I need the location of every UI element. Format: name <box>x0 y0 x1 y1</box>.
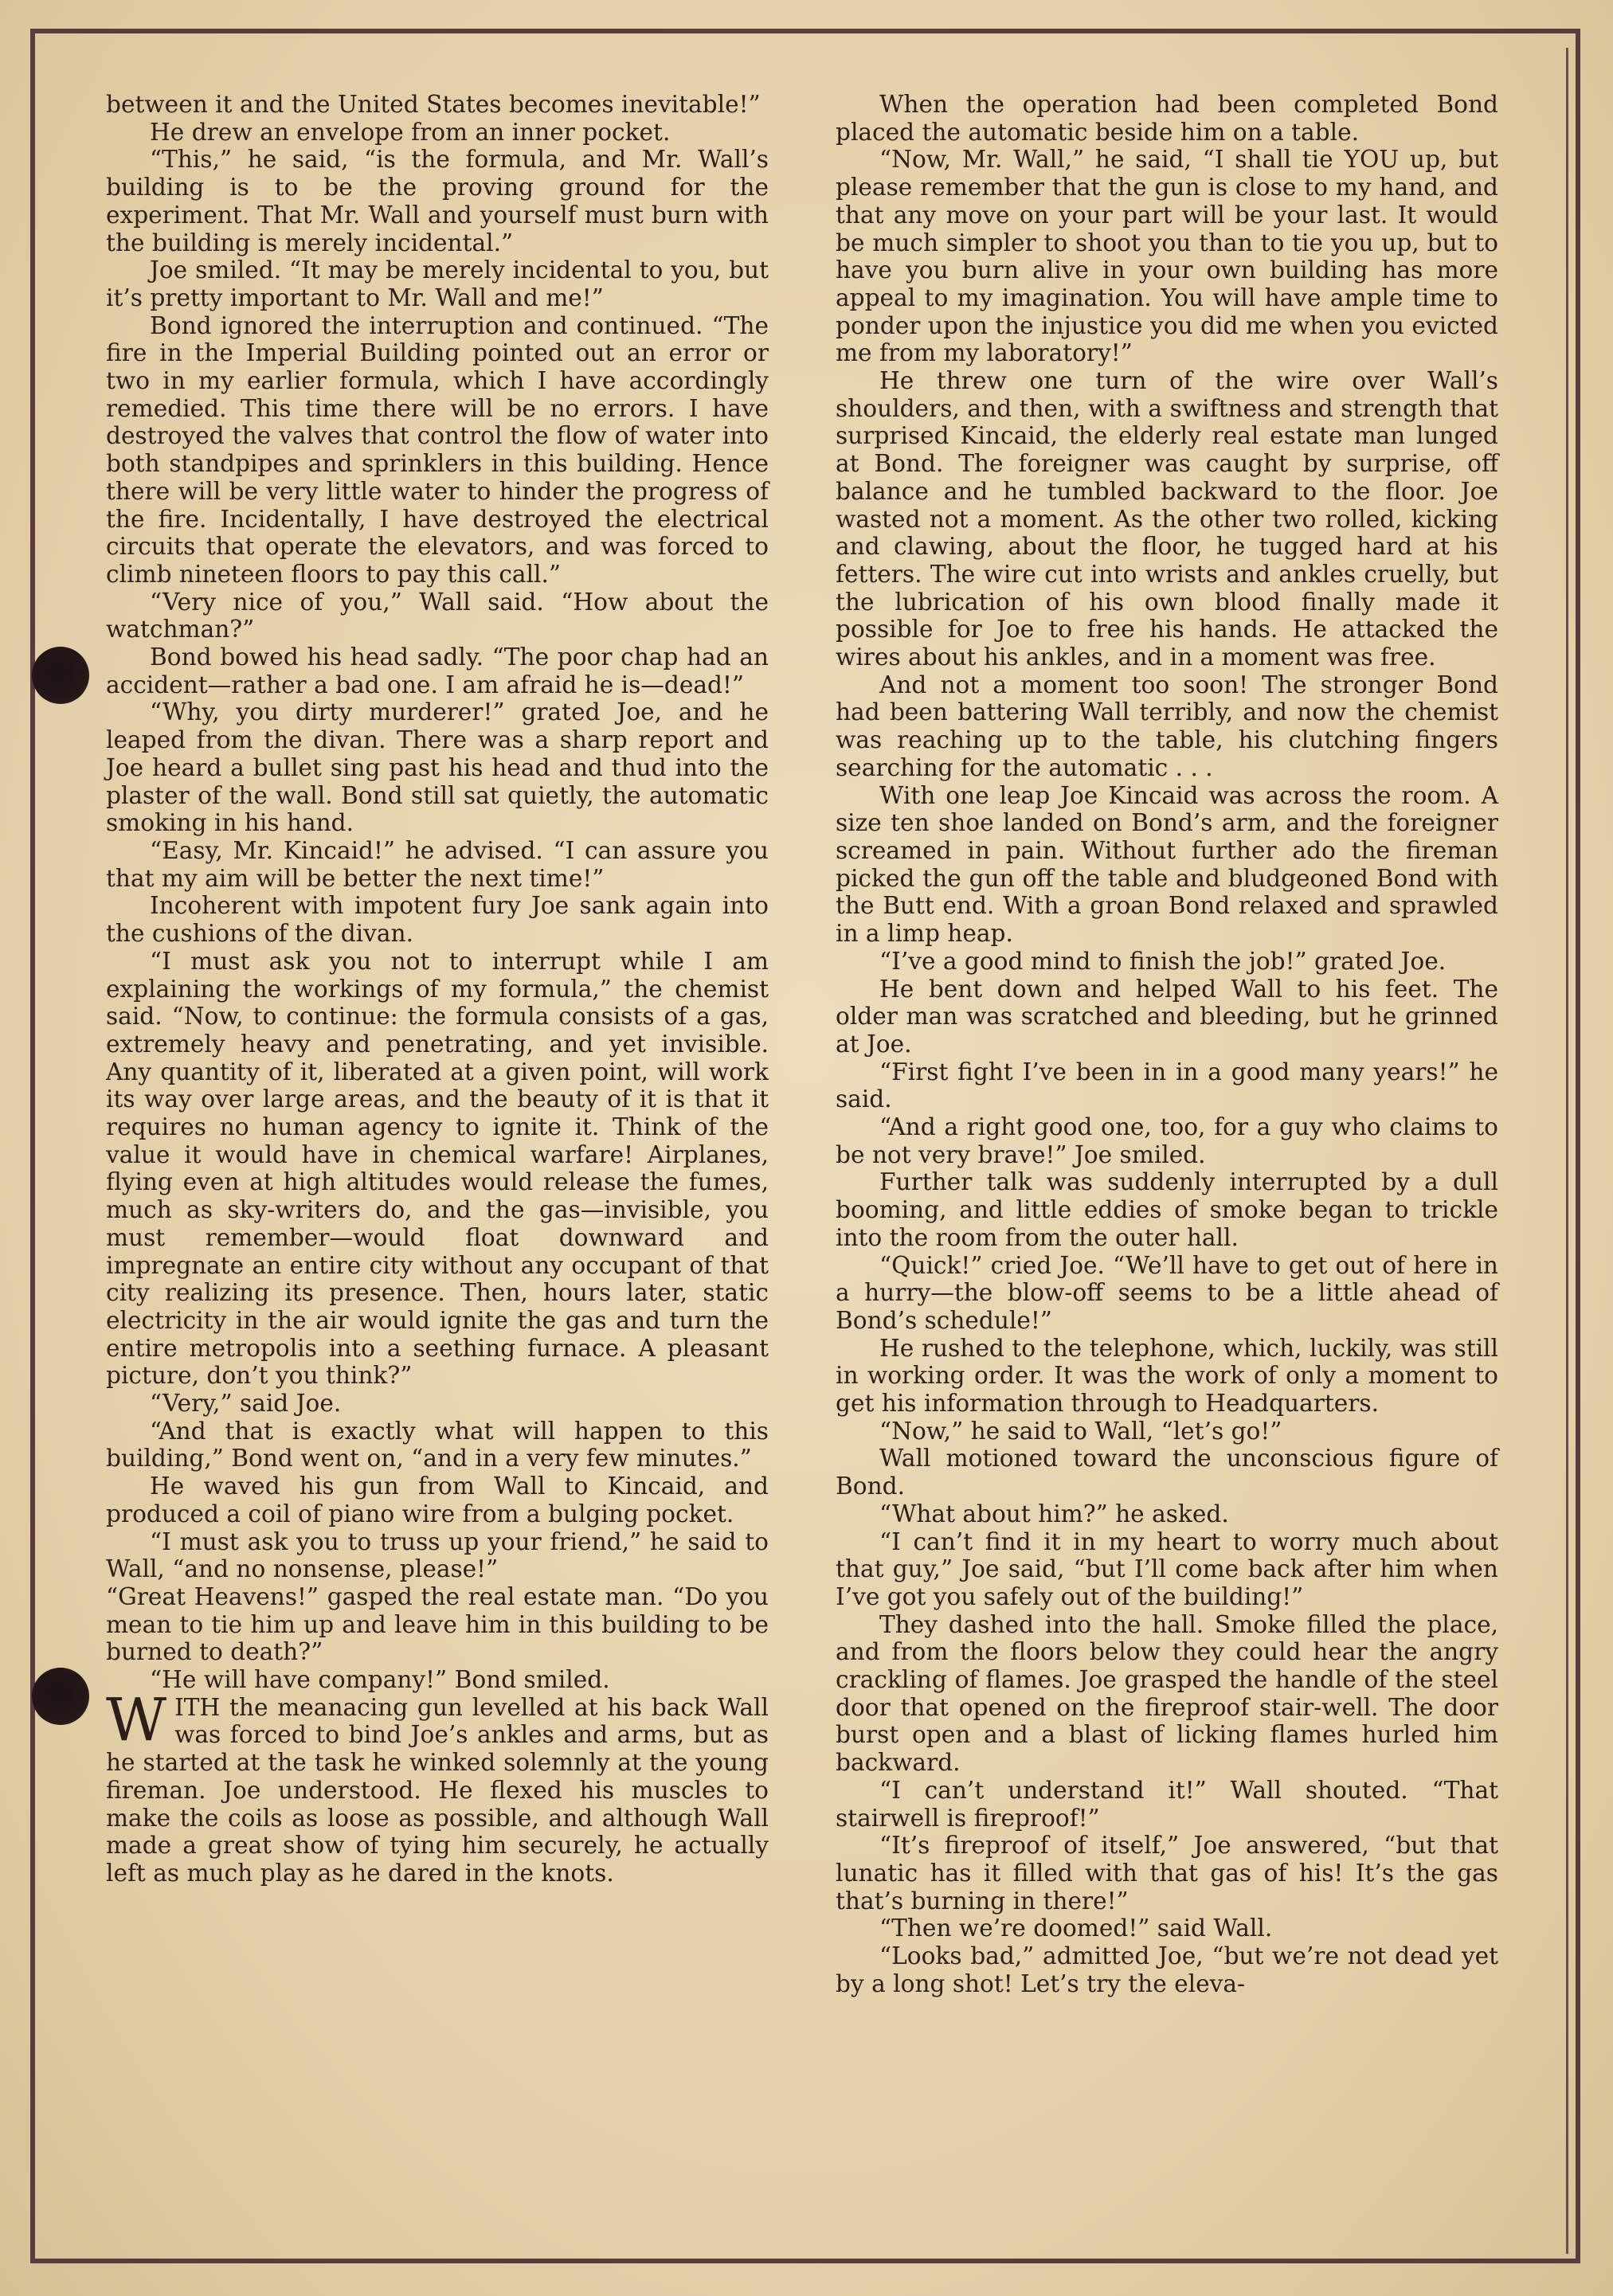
paragraph: between it and the United States becomes inevitable!” <box>106 91 761 118</box>
paragraph: “Very,” said Joe. <box>150 1390 342 1418</box>
paragraph: With one leap Joe Kincaid was across the room. A size ten shoe landed on Bond’s arm, and the foreigner screamed in pain. Without further ado the fireman picked the gun off the table and bludgeoned Bond with the Butt end. With a groan Bond relaxed and sprawled in a limp heap. <box>836 781 1498 948</box>
dropcap-paragraph-text: ITH the meanacing gun levelled at his back Wall was forced to bind Joe’s ankles and arms, but as he started at the task he winked solemnly at the young fireman. Joe understood. He flexed his muscles to make the coils as loose as possible, and although Wall made a great show of tying him securely, he actually left as much play as he dared in the knots. <box>106 1693 769 1887</box>
binding-hole-top <box>32 647 89 704</box>
paragraph: “Why, you dirty murderer!” grated Joe, and he leaped from the divan. There was a sharp report and Joe heard a bullet sing past his head and thud into the plaster of the wall. Bond still sat quietly, the automatic smoking in his hand. <box>106 698 769 837</box>
paragraph: “This,” he said, “is the formula, and Mr. Wall’s building is to be the proving ground for the experiment. That Mr. Wall and yourself must burn with the building is merely incidental.” <box>106 146 769 256</box>
paragraph: He rushed to the telephone, which, luckily, was still in working order. It was the work of only a moment to get his information through to Headquarters. <box>836 1334 1498 1418</box>
paragraph: “Looks bad,” admitted Joe, “but we’re not dead yet by a long shot! Let’s try the eleva- <box>836 1942 1498 1997</box>
paragraph: “I can’t find it in my heart to worry much about that guy,” Joe said, “but I’ll come back after him when I’ve got you safely out of the building!” <box>836 1527 1498 1610</box>
paragraph: “I’ve a good mind to finish the job!” grated Joe. <box>879 947 1447 975</box>
left-column <box>106 91 769 1887</box>
paragraph: Joe smiled. “It may be merely incidental to you, but it’s pretty important to Mr. Wall and me!” <box>106 256 769 311</box>
right-column <box>836 91 1498 1998</box>
paragraph: When the operation had been completed Bond placed the automatic beside him on a table. <box>836 91 1498 146</box>
paragraph: Bond ignored the interruption and continued. “The fire in the Imperial Building pointed out an error or two in my earlier formula, which I have accordingly remedied. This time there will be no errors. I have destroyed the valves that control the flow of water into both standpipes and sprinklers in this building. Hence there will be very little water to hinder the progress of the fire. Incidentally, I have destroyed the electrical circuits that operate the elevators, and was forced to climb nineteen floors to pay this call.” <box>106 311 769 588</box>
paragraph: “Now,” he said to Wall, “let’s go!” <box>879 1417 1282 1445</box>
paragraph: He waved his gun from Wall to Kincaid, and produced a coil of piano wire from a bulging pocket. <box>106 1473 769 1527</box>
page-edge <box>1566 48 1576 2254</box>
paragraph: “Then we’re doomed!” said Wall. <box>879 1915 1273 1942</box>
paragraph: “Great Heavens!” gasped the real estate man. “Do you mean to tie him up and leave him in this building to be burned to death?” <box>106 1582 769 1666</box>
paragraph: “Very nice of you,” Wall said. “How about the watchman?” <box>106 588 769 643</box>
paragraph: Further talk was suddenly interrupted by a dull booming, and little eddies of smoke began to trickle into the room from the outer hall. <box>836 1168 1498 1251</box>
paragraph: They dashed into the hall. Smoke filled the place, and from the floors below they could hear the angry crackling of flames. Joe grasped the handle of the steel door that opened on the fireproof stair-well. The door burst open and a blast of licking flames hurled him backward. <box>836 1610 1498 1777</box>
paragraph: “First fight I’ve been in in a good many years!” he said. <box>836 1058 1498 1113</box>
paragraph: “I must ask you not to interrupt while I am explaining the workings of my formula,” the chemist said. “Now, to continue: the formula consists of a gas, extremely heavy and penetrating, and yet invisible. Any quantity of it, liberated at a given point, will work its way over large areas, and the beauty of it is that it requires no human agency to ignite it. Think of the value it would have in chemical warfare! Airplanes, flying even at high altitudes would release the fumes, much as sky-writers do, and the gas—invisible, you must remember—would float downward and impregnate an entire city without any occupant of that city realizing its presence. Then, hours later, static electricity in the air would ignite the gas and turn the entire metropolis into a seething furnace. A pleasant picture, don’t you think?” <box>106 947 769 1390</box>
paragraph: “Now, Mr. Wall,” he said, “I shall tie YOU up, but please remember that the gun is close to my hand, and that any move on your part will be your last. It would be much simpler to shoot you than to tie you up, but to have you burn alive in your own building has more appeal to my imagination. You will have ample time to ponder upon the injustice you did me when you evicted me from my laboratory!” <box>836 146 1498 367</box>
paragraph: “He will have company!” Bond smiled. <box>150 1666 610 1694</box>
binding-hole-bottom <box>32 1668 89 1725</box>
paragraph: “And a right good one, too, for a guy who claims to be not very brave!” Joe smiled. <box>836 1113 1498 1168</box>
dropcap-letter: W <box>106 1685 167 1754</box>
paragraph: “Easy, Mr. Kincaid!” he advised. “I can assure you that my aim will be better the next time!” <box>106 836 769 892</box>
paragraph: “Quick!” cried Joe. “We’ll have to get out of here in a hurry—the blow-off seems to be a little ahead of Bond’s schedule!” <box>836 1251 1498 1334</box>
right-column-paragraphs <box>836 91 1498 1998</box>
paragraph: “What about him?” he asked. <box>879 1500 1229 1527</box>
paragraph: And not a moment too soon! The stronger Bond had been battering Wall terribly, and now the chemist was reaching up to the table, his clutching fingers searching for the automatic . . . <box>836 671 1498 781</box>
paragraph: He threw one turn of the wire over Wall’s shoulders, and then, with a swiftness and strength that surprised Kincaid, the elderly real estate man lunged at Bond. The foreigner was caught by surprise, off balance and he tumbled backward to the floor. Joe wasted not a moment. As the other two rolled, kicking and clawing, about the floor, he tugged hard at his fetters. The wire cut into wrists and ankles cruelly, but the lubrication of his own blood finally made it possible for Joe to free his hands. He attacked the wires about his ankles, and in a moment was free. <box>836 367 1498 671</box>
paragraph: “And that is exactly what will happen to this building,” Bond went on, “and in a very few minutes.” <box>106 1417 769 1473</box>
left-column-paragraphs <box>106 91 769 1694</box>
paragraph: Bond bowed his head sadly. “The poor chap had an accident—rather a bad one. I am afraid he is—dead!” <box>106 643 769 698</box>
paragraph: “It’s fireproof of itself,” Joe answered, “but that lunatic has it filled with that gas of his! It’s the gas that’s burning in there!” <box>836 1832 1498 1915</box>
paragraph: “I can’t understand it!” Wall shouted. “That stairwell is fireproof!” <box>836 1776 1498 1832</box>
paragraph: Incoherent with impotent fury Joe sank again into the cushions of the divan. <box>106 892 769 948</box>
paragraph: “I must ask you to truss up your friend,” he said to Wall, “and no nonsense, please!” <box>106 1527 769 1583</box>
dropcap-paragraph <box>106 1685 769 1887</box>
paragraph: He bent down and helped Wall to his feet. The older man was scratched and bleeding, but he grinned at Joe. <box>836 975 1498 1058</box>
paragraph: He drew an envelope from an inner pocket. <box>150 118 671 146</box>
paragraph: Wall motioned toward the unconscious figure of Bond. <box>836 1445 1498 1500</box>
